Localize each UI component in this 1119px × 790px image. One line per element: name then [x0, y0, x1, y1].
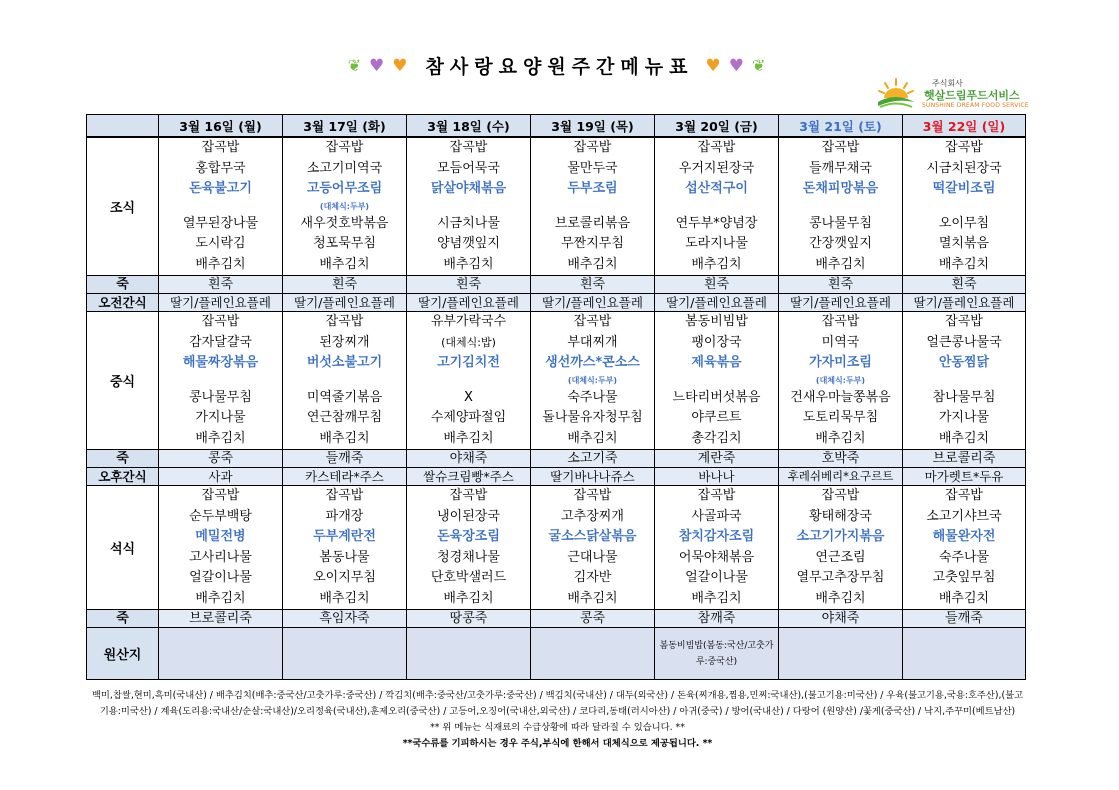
sunrise-logo-icon: [876, 76, 916, 110]
menu-item: 김자반: [573, 570, 612, 585]
main-dish: 안동찜닭: [938, 355, 990, 370]
menu-item: 배추김치: [195, 256, 246, 272]
menu-item: 청경채나물: [437, 549, 500, 565]
menu-item: 봄동나물: [319, 549, 370, 565]
porridge-row: [87, 276, 1026, 294]
dinner-cell: [779, 486, 903, 610]
porridge-cell: 들깨죽: [903, 610, 1026, 628]
snack-cell: 쌀슈크림빵*주스: [407, 468, 531, 486]
sprout-icon: ❦: [751, 55, 772, 75]
porridge-cell: 흰죽: [655, 276, 779, 294]
main-dish: 소고기가지볶음: [796, 529, 885, 544]
substitute-note: [531, 200, 654, 214]
dinner-row: [87, 486, 1026, 610]
page-title: 참사랑요양원주간메뉴표: [425, 56, 694, 78]
menu-item: 연근조림: [815, 549, 866, 565]
snack-cell: 딸기/플레인요플레: [531, 294, 655, 312]
substitute-note: (대체식:밥): [441, 335, 496, 349]
lunch-row: [87, 312, 1026, 450]
menu-item: 얼갈이나물: [685, 570, 748, 585]
menu-item: 느타리버섯볶음: [672, 389, 761, 405]
menu-item: 참나물무침: [932, 389, 996, 405]
menu-item: 팽이장국: [691, 334, 742, 350]
menu-item: 배추김치: [938, 256, 990, 272]
day-header: 3월 19일 (목): [531, 115, 655, 138]
day-header-sunday: 3월 22일 (일): [903, 115, 1026, 138]
origin-cell: [531, 628, 655, 680]
origin-cell: [903, 628, 1026, 680]
menu-item: 잡곡밥: [821, 488, 860, 503]
menu-item: 수제양파절임: [430, 410, 507, 425]
menu-item: 간장깻잎지: [809, 236, 872, 251]
substitute-note: [655, 374, 778, 388]
main-dish: 고기김치전: [437, 355, 500, 370]
menu-item: 시금치나물: [437, 215, 500, 231]
origin-row: [87, 628, 1026, 680]
menu-item: 도시락김: [195, 236, 246, 251]
menu-item: 연근참깨무침: [306, 410, 383, 425]
menu-item: 배추김치: [815, 430, 866, 446]
origin-cell: [159, 628, 283, 680]
breakfast-cell: [159, 137, 283, 276]
menu-item: 배추김치: [938, 430, 990, 446]
menu-item: 잡곡밥: [201, 488, 240, 503]
main-dish: 해물짜장볶음: [182, 355, 259, 370]
sprout-icon: ❦: [347, 55, 368, 75]
row-label-dinner: 석식: [87, 486, 159, 610]
day-header: 3월 20일 (금): [655, 115, 779, 138]
lunch-cell: [531, 312, 655, 450]
menu-item: 열무고추장무침: [796, 570, 885, 585]
menu-item: 잡곡밥: [945, 140, 983, 155]
menu-item: 배추김치: [319, 256, 370, 272]
menu-item: 냉이된장국: [437, 508, 500, 524]
menu-item: 홍합무국: [195, 160, 246, 176]
main-dish: 참치감자조림: [678, 529, 755, 544]
menu-item: 배추김치: [319, 430, 370, 446]
menu-item: 새우젓호박볶음: [300, 215, 389, 231]
menu-item: 건새우마늘쫑볶음: [790, 389, 891, 405]
origin-cell: 봄동비빔밥(봄동:국산/고춧가루:중국산): [655, 628, 779, 680]
menu-item: 잡곡밥: [821, 314, 860, 329]
menu-item: 물만두국: [567, 160, 618, 176]
snack-cell: 마가렛트*두유: [903, 468, 1026, 486]
menu-item: 미역줄기볶음: [306, 389, 383, 405]
dinner-cell: [407, 486, 531, 610]
substitute-note: [159, 200, 282, 214]
corner-cell: [87, 115, 159, 138]
menu-item: 배추김치: [691, 256, 742, 272]
heart-icon: ♥: [705, 55, 727, 76]
menu-item: 단호박샐러드: [430, 570, 507, 585]
menu-item: 무짠지무침: [561, 236, 624, 251]
main-dish: 닭살야채볶음: [430, 181, 507, 196]
dinner-cell: [531, 486, 655, 610]
row-label-morning-snack: 오전간식: [87, 294, 159, 312]
menu-item: 배추김치: [815, 256, 866, 272]
substitute-note: [779, 200, 902, 214]
menu-item: 황태해장국: [809, 508, 872, 524]
main-dish: 생선까스*콘소스: [545, 355, 640, 370]
porridge-cell: 흰죽: [407, 276, 531, 294]
substitute-note: [407, 200, 530, 214]
menu-item: 고추장찌개: [561, 508, 624, 524]
menu-item: 잡곡밥: [821, 140, 860, 155]
dinner-cell: [283, 486, 407, 610]
left-decoration: [348, 56, 414, 76]
origin-footnote: 백미,찹쌀,현미,흑미(국내산) / 배추김치(배추:중국산/고춧가루:중국산) / 깍김치(배추:중국산/고춧가루:중국산) / 백김치(국내산) / 대두(외국산) / 돈육(찌개용,찜용,민찌:국내산),(불고기용:미국산) / 우육(불고기용,국용:호주산),(불고기용:미국산) / 계육(도리용:국내산/순살:국내산)/오리정육(국내산),훈제오리(중국산) / 고등어,오징어(국내산,외국산) / 코다리,동태(러시아산) / 아귀(중국) / 방어(국내산) / 다랑어 (원양산) /꽃게(중국산) / 낙지,주꾸미(베트남산): [91, 690, 1024, 717]
snack-cell: 딸기/플레인요플레: [779, 294, 903, 312]
lunch-cell: [779, 312, 903, 450]
menu-item: 잡곡밥: [449, 488, 488, 503]
menu-item: 감자달걀국: [189, 334, 252, 350]
afternoon-snack-row: [87, 468, 1026, 486]
menu-item: 배추김치: [691, 590, 742, 606]
breakfast-cell: [407, 137, 531, 276]
porridge-cell: 참깨죽: [655, 610, 779, 628]
header-row: [87, 115, 1026, 138]
menu-item: 소고기샤브국: [926, 508, 1002, 524]
menu-item: 소고기미역국: [306, 160, 383, 176]
porridge-row: [87, 450, 1026, 468]
menu-item: 배추김치: [567, 256, 618, 272]
menu-item: 미역국: [821, 334, 860, 350]
breakfast-cell: [283, 137, 407, 276]
main-dish: 두부조림: [567, 181, 618, 196]
logo-english: SUNSHINE DREAM FOOD SERVICE: [922, 102, 1029, 109]
menu-item: 열무된장나물: [182, 215, 259, 231]
menu-item: 얼큰콩나물국: [926, 334, 1002, 350]
lunch-cell: [903, 312, 1026, 450]
substitute-note: [655, 200, 778, 214]
origin-cell: [283, 628, 407, 680]
snack-cell: 딸기/플레인요플레: [655, 294, 779, 312]
menu-item: 도라지나물: [685, 236, 748, 251]
menu-item: 가지나물: [938, 410, 990, 425]
snack-cell: 사과: [159, 468, 283, 486]
morning-snack-row: [87, 294, 1026, 312]
porridge-cell: 브로콜리죽: [159, 610, 283, 628]
heart-icon: ♥: [392, 55, 414, 76]
main-dish: 버섯소불고기: [306, 355, 383, 370]
porridge-cell: 흰죽: [779, 276, 903, 294]
menu-item: 양념깻잎지: [437, 236, 500, 251]
day-header: 3월 17일 (화): [283, 115, 407, 138]
main-dish: 돈채피망볶음: [802, 181, 879, 196]
main-dish: 섭산적구이: [685, 181, 748, 196]
menu-item: 잡곡밥: [573, 140, 612, 155]
porridge-cell: 소고기죽: [531, 450, 655, 468]
menu-item: 순두부백탕: [189, 508, 252, 524]
menu-item: 배추김치: [443, 256, 494, 272]
porridge-cell: 땅콩죽: [407, 610, 531, 628]
snack-cell: 카스테라*주스: [283, 468, 407, 486]
breakfast-cell: [531, 137, 655, 276]
row-label-breakfast: 조식: [87, 137, 159, 276]
menu-item: 오이무침: [938, 215, 990, 231]
heart-icon: ♥: [728, 55, 750, 76]
menu-item: 유부가락국수: [430, 314, 507, 329]
menu-item: 돌나물유자청무침: [542, 410, 643, 425]
snack-cell: 딸기/플레인요플레: [283, 294, 407, 312]
supply-notice: ** 위 메뉴는 식재료의 수급상황에 따라 달라질 수 있습니다. **: [430, 722, 685, 733]
menu-item: 콩나물무침: [189, 389, 252, 405]
lunch-cell: [159, 312, 283, 450]
menu-item: 어묵야채볶음: [678, 549, 755, 565]
day-header: 3월 16일 (월): [159, 115, 283, 138]
right-decoration: [705, 56, 771, 76]
snack-cell: 딸기/플레인요플레: [407, 294, 531, 312]
main-dish: 제육볶음: [691, 355, 742, 370]
substitute-note: [903, 200, 1025, 214]
company-logo: [876, 74, 1029, 114]
menu-item: 봄동비빔밥: [685, 314, 748, 329]
menu-item: 잡곡밥: [945, 314, 983, 329]
menu-item: 모듬어묵국: [437, 160, 500, 176]
menu-item: 배추김치: [567, 590, 618, 606]
porridge-cell: 흰죽: [903, 276, 1026, 294]
menu-item: 숙주나물: [567, 389, 618, 405]
menu-item: 사골파국: [691, 508, 742, 524]
row-label-porridge: 죽: [87, 276, 159, 294]
menu-item: 배추김치: [443, 590, 494, 606]
porridge-cell: 야채죽: [407, 450, 531, 468]
dinner-cell: [655, 486, 779, 610]
row-label-porridge: 죽: [87, 610, 159, 628]
menu-item: 잡곡밥: [945, 488, 983, 503]
menu-item: 잡곡밥: [573, 314, 612, 329]
main-dish: 해물완자전: [932, 529, 996, 544]
breakfast-cell: [903, 137, 1026, 276]
menu-item: 부대찌개: [567, 334, 618, 350]
row-label-afternoon-snack: 오후간식: [87, 468, 159, 486]
porridge-cell: 콩죽: [159, 450, 283, 468]
main-dish: 메밀전병: [195, 529, 246, 544]
porridge-cell: 들깨죽: [283, 450, 407, 468]
menu-item: 잡곡밥: [449, 140, 488, 155]
porridge-cell: 야채죽: [779, 610, 903, 628]
snack-cell: 후레쉬베리*요구르트: [779, 468, 903, 486]
menu-item: 우거지된장국: [678, 160, 755, 176]
menu-item: 배추김치: [195, 430, 246, 446]
menu-item: 고사리나물: [189, 549, 252, 565]
menu-item: 브로콜리볶음: [554, 215, 631, 231]
porridge-cell: 계란죽: [655, 450, 779, 468]
menu-item: 숙주나물: [938, 549, 990, 565]
porridge-cell: 흑임자죽: [283, 610, 407, 628]
menu-item: 배추김치: [195, 590, 246, 606]
menu-item: 들깨무채국: [809, 160, 872, 176]
menu-item: 잡곡밥: [325, 140, 364, 155]
day-header-saturday: 3월 21일 (토): [779, 115, 903, 138]
breakfast-cell: [779, 137, 903, 276]
snack-cell: 딸기/플레인요플레: [903, 294, 1026, 312]
main-dish: 돈육불고기: [189, 181, 252, 196]
heart-icon: ♥: [369, 55, 391, 76]
menu-item: 연두부*양념장: [675, 215, 758, 231]
dinner-cell: [903, 486, 1026, 610]
main-dish: 떡갈비조림: [932, 181, 996, 196]
day-header: 3월 18일 (수): [407, 115, 531, 138]
main-dish: 돈육장조림: [437, 529, 500, 544]
porridge-cell: 흰죽: [283, 276, 407, 294]
menu-item: 잡곡밥: [201, 314, 240, 329]
main-dish: 굴소스닭살볶음: [548, 529, 637, 544]
dinner-cell: [159, 486, 283, 610]
menu-item: 배추김치: [938, 590, 990, 606]
row-label-lunch: 중식: [87, 312, 159, 450]
origin-cell: [779, 628, 903, 680]
menu-item: 배추김치: [319, 590, 370, 606]
substitute-note: [407, 374, 530, 388]
row-label-origin: 원산지: [87, 628, 159, 680]
footer: [90, 688, 1025, 752]
row-label-porridge: 죽: [87, 450, 159, 468]
breakfast-cell: [655, 137, 779, 276]
porridge-cell: 호박죽: [779, 450, 903, 468]
substitute-note: (대체식:두부): [567, 375, 618, 385]
menu-item: 가지나물: [195, 410, 246, 425]
menu-item: 잡곡밥: [325, 314, 364, 329]
menu-item: 청포묵무침: [313, 236, 376, 251]
menu-item: 배추김치: [815, 590, 866, 606]
logo-company-type: 주식회사: [932, 79, 963, 88]
menu-item: 파개장: [325, 508, 364, 524]
breakfast-row: [87, 137, 1026, 276]
menu-item: 얼갈이나물: [189, 570, 252, 585]
origin-cell: [407, 628, 531, 680]
substitute-note: [283, 374, 406, 388]
menu-item: 오이지무침: [313, 570, 376, 585]
menu-item: X: [464, 389, 473, 405]
menu-item: 잡곡밥: [201, 140, 240, 155]
menu-item: 잡곡밥: [697, 488, 736, 503]
menu-item: 야쿠르트: [691, 410, 742, 425]
porridge-cell: 흰죽: [159, 276, 283, 294]
snack-cell: 딸기/플레인요플레: [159, 294, 283, 312]
main-dish: 고등어무조림: [306, 181, 383, 196]
main-dish: 가자미조림: [809, 355, 872, 370]
menu-item: 고춧잎무침: [932, 570, 996, 585]
main-dish: 두부계란전: [313, 529, 376, 544]
menu-item: 시금치된장국: [926, 160, 1002, 176]
weekly-menu-table: [86, 114, 1026, 680]
porridge-cell: 흰죽: [531, 276, 655, 294]
menu-item: 잡곡밥: [573, 488, 612, 503]
menu-item: 콩나물무침: [809, 215, 872, 231]
menu-item: 총각김치: [691, 430, 742, 446]
logo-name: 햇살드림푸드서비스: [924, 89, 1020, 102]
substitute-note: (대체식:두부): [815, 375, 866, 385]
lunch-cell: [655, 312, 779, 450]
snack-cell: 딸기바나나쥬스: [531, 468, 655, 486]
substitute-note: [159, 374, 282, 388]
lunch-cell: [407, 312, 531, 450]
menu-item: 잡곡밥: [697, 140, 736, 155]
lunch-cell: [283, 312, 407, 450]
menu-item: 근대나물: [567, 549, 618, 565]
porridge-row: [87, 610, 1026, 628]
menu-item: 배추김치: [567, 430, 618, 446]
noodle-substitute-notice: **국수류를 기피하시는 경우 주식,부식에 한해서 대체식으로 제공됩니다. **: [402, 738, 713, 749]
menu-item: 잡곡밥: [325, 488, 364, 503]
substitute-note: [903, 374, 1025, 388]
porridge-cell: 브로콜리죽: [903, 450, 1026, 468]
menu-item: 멸치볶음: [938, 236, 990, 251]
menu-item: 배추김치: [443, 430, 494, 446]
menu-item: 도토리묵무침: [802, 410, 879, 425]
menu-item: 된장찌개: [319, 334, 370, 350]
substitute-note: (대체식:두부): [319, 201, 370, 211]
porridge-cell: 콩죽: [531, 610, 655, 628]
snack-cell: 바나나: [655, 468, 779, 486]
